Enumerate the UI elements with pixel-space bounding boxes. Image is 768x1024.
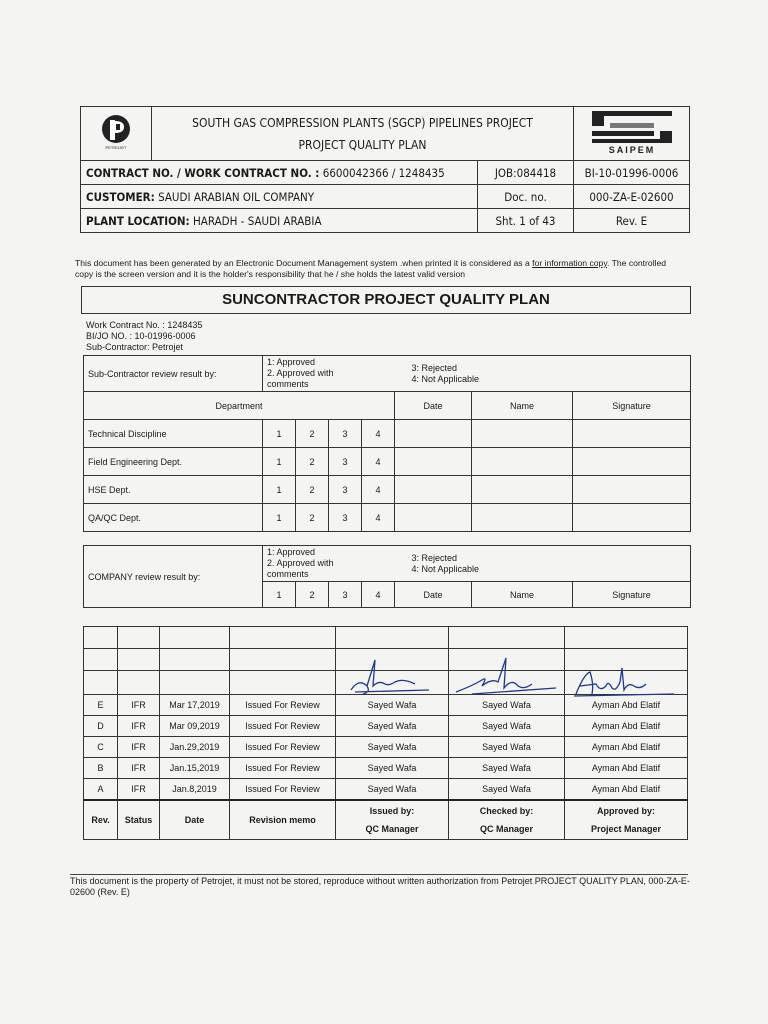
memo-cell: Issued For Review bbox=[230, 758, 336, 779]
department-name: Field Engineering Dept. bbox=[84, 448, 263, 476]
date-cell: Jan.8,2019 bbox=[160, 779, 230, 800]
rev-cell: C bbox=[84, 737, 118, 758]
checked-cell: Sayed Wafa bbox=[449, 716, 565, 737]
revision-row bbox=[84, 758, 688, 779]
date-cell: Jan.15,2019 bbox=[160, 758, 230, 779]
petrojet-logo-cell bbox=[81, 107, 152, 161]
signature-cell[interactable] bbox=[573, 448, 691, 476]
code-cell-2[interactable]: 2 bbox=[296, 420, 329, 448]
code-cell-3[interactable]: 3 bbox=[329, 476, 362, 504]
saipem-wordmark: SAIPEM bbox=[608, 145, 655, 155]
contract-value: 6600042366 / 1248435 bbox=[322, 165, 445, 180]
job-cell: JOB:084418 bbox=[478, 161, 574, 185]
date-cell[interactable] bbox=[395, 476, 472, 504]
code-cell-1[interactable]: 1 bbox=[263, 420, 296, 448]
date-cell: Mar 09,2019 bbox=[160, 716, 230, 737]
saipem-logo-icon bbox=[590, 109, 674, 155]
code-cell-3[interactable]: 3 bbox=[329, 448, 362, 476]
issued-by-label: Issued by: bbox=[369, 805, 415, 816]
company-codes-right bbox=[362, 546, 691, 582]
checked-cell: Sayed Wafa bbox=[449, 779, 565, 800]
rev-cell: D bbox=[84, 716, 118, 737]
footer-checked bbox=[449, 800, 565, 840]
code-cell-3[interactable]: 3 bbox=[329, 420, 362, 448]
code-cell-4[interactable]: 4 bbox=[362, 448, 395, 476]
date-header: Date bbox=[395, 392, 472, 420]
rev-cell: A bbox=[84, 779, 118, 800]
date-cell: Jan.29,2019 bbox=[160, 737, 230, 758]
rev-cell: Rev. E bbox=[574, 209, 690, 233]
checked-cell: Sayed Wafa bbox=[449, 758, 565, 779]
department-row bbox=[84, 420, 691, 448]
footer-rule bbox=[70, 874, 688, 875]
code-cell-1[interactable]: 1 bbox=[263, 448, 296, 476]
ems-notice bbox=[75, 258, 675, 280]
name-cell[interactable] bbox=[472, 504, 573, 532]
footer-issued bbox=[336, 800, 449, 840]
review-codes-right bbox=[362, 356, 691, 392]
checked-signature-icon bbox=[452, 656, 562, 700]
title-cell bbox=[152, 107, 574, 161]
name-header: Name bbox=[472, 392, 573, 420]
approved-cell: Ayman Abd Elatif bbox=[565, 716, 688, 737]
notice-underlined: for information copy bbox=[532, 258, 607, 268]
department-row bbox=[84, 448, 691, 476]
footer-text: This document is the property of Petrojet, it must not be stored, reproduce without written authorization from Petrojet PROJECT QUALITY PLAN, 000-ZA-E-02600 (Rev. E) bbox=[70, 876, 690, 897]
status-cell: IFR bbox=[118, 779, 160, 800]
signature-header: Signature bbox=[573, 392, 691, 420]
approved-by-role: Project Manager bbox=[590, 823, 662, 834]
issued-cell: Sayed Wafa bbox=[336, 779, 449, 800]
date-cell: Mar 17,2019 bbox=[160, 695, 230, 716]
department-header: Department bbox=[84, 392, 395, 420]
code-cell-2[interactable]: 2 bbox=[296, 476, 329, 504]
issued-cell: Sayed Wafa bbox=[336, 695, 449, 716]
issued-cell: Sayed Wafa bbox=[336, 716, 449, 737]
memo-cell: Issued For Review bbox=[230, 737, 336, 758]
memo-cell: Issued For Review bbox=[230, 695, 336, 716]
footer-rev: Rev. bbox=[84, 800, 118, 840]
plan-title: PROJECT QUALITY PLAN bbox=[298, 137, 427, 152]
footer-status: Status bbox=[118, 800, 160, 840]
code-cell-2[interactable]: 2 bbox=[296, 582, 329, 608]
project-title: SOUTH GAS COMPRESSION PLANTS (SGCP) PIPELINES PROJECT bbox=[192, 115, 533, 130]
footer-approved bbox=[565, 800, 688, 840]
company-codes-left bbox=[263, 546, 362, 582]
plant-cell bbox=[81, 209, 478, 233]
sheet-cell: Sht. 1 of 43 bbox=[478, 209, 574, 233]
code-approved: 1: Approved bbox=[267, 547, 316, 557]
logo-caption: PETROJET bbox=[105, 145, 127, 150]
code-cell-4[interactable]: 4 bbox=[362, 504, 395, 532]
customer-value: SAUDI ARABIAN OIL COMPANY bbox=[158, 189, 315, 204]
code-cell-3[interactable]: 3 bbox=[329, 504, 362, 532]
rev-cell: B bbox=[84, 758, 118, 779]
revision-footer-row bbox=[84, 800, 688, 840]
petrojet-logo-icon bbox=[99, 113, 133, 151]
company-date-cell[interactable]: Date bbox=[395, 582, 472, 608]
code-not-applicable: 4: Not Applicable bbox=[411, 563, 480, 574]
name-cell[interactable] bbox=[472, 448, 573, 476]
date-cell[interactable] bbox=[395, 504, 472, 532]
department-name: Technical Discipline bbox=[84, 420, 263, 448]
subcontractor-name: Sub-Contractor: Petrojet bbox=[86, 342, 184, 352]
issued-signature-icon bbox=[345, 656, 435, 700]
doc-no-label: Doc. no. bbox=[478, 185, 574, 209]
code-approved-comments: 2. Approved with comments bbox=[267, 558, 334, 579]
company-review-label: COMPANY review result by: bbox=[84, 546, 263, 608]
issued-cell: Sayed Wafa bbox=[336, 737, 449, 758]
issued-by-role: QC Manager bbox=[365, 823, 419, 834]
code-not-applicable: 4: Not Applicable bbox=[411, 373, 480, 384]
approved-signature-icon bbox=[570, 664, 680, 704]
approved-cell: Ayman Abd Elatif bbox=[565, 737, 688, 758]
date-cell[interactable] bbox=[395, 448, 472, 476]
company-signature-cell[interactable]: Signature bbox=[573, 582, 691, 608]
revision-row bbox=[84, 716, 688, 737]
notice-text-before: This document has been generated by an Electronic Document Management system .when printed it is considered as a bbox=[75, 258, 533, 268]
bi-number-cell: BI-10-01996-0006 bbox=[574, 161, 690, 185]
checked-cell: Sayed Wafa bbox=[449, 695, 565, 716]
revision-row bbox=[84, 779, 688, 800]
signature-cell[interactable] bbox=[573, 420, 691, 448]
blank-row bbox=[84, 627, 688, 649]
approved-cell: Ayman Abd Elatif bbox=[565, 695, 688, 716]
revision-row bbox=[84, 737, 688, 758]
code-rejected: 3: Rejected bbox=[411, 552, 458, 563]
department-row bbox=[84, 504, 691, 532]
bi-jo-no: BI/JO NO. : 10-01996-0006 bbox=[86, 331, 196, 341]
status-cell: IFR bbox=[118, 758, 160, 779]
code-approved-comments: 2. Approved with comments bbox=[267, 368, 334, 389]
signature-cell[interactable] bbox=[573, 476, 691, 504]
issued-cell: Sayed Wafa bbox=[336, 758, 449, 779]
code-rejected: 3: Rejected bbox=[411, 362, 458, 373]
status-cell: IFR bbox=[118, 695, 160, 716]
saipem-logo-cell bbox=[574, 107, 690, 161]
customer-label: CUSTOMER: bbox=[86, 189, 155, 204]
rev-cell: E bbox=[84, 695, 118, 716]
checked-cell: Sayed Wafa bbox=[449, 737, 565, 758]
code-cell-4[interactable]: 4 bbox=[362, 476, 395, 504]
code-cell-1[interactable]: 1 bbox=[263, 582, 296, 608]
memo-cell: Issued For Review bbox=[230, 716, 336, 737]
company-review-table bbox=[83, 545, 691, 608]
notice-text-after: . The controlled copy is the screen version and it is the holder's responsibility that he / she holds the latest valid version bbox=[75, 258, 667, 279]
code-cell-3[interactable]: 3 bbox=[329, 582, 362, 608]
approved-cell: Ayman Abd Elatif bbox=[565, 758, 688, 779]
code-cell-2[interactable]: 2 bbox=[296, 504, 329, 532]
doc-no-value: 000-ZA-E-02600 bbox=[574, 185, 690, 209]
status-cell: IFR bbox=[118, 737, 160, 758]
name-cell[interactable] bbox=[472, 420, 573, 448]
work-contract-no: Work Contract No. : 1248435 bbox=[86, 320, 203, 330]
contract-meta bbox=[86, 320, 202, 353]
subcontractor-review-table bbox=[83, 355, 691, 532]
contract-cell bbox=[81, 161, 478, 185]
code-cell-1[interactable]: 1 bbox=[263, 504, 296, 532]
customer-cell bbox=[81, 185, 478, 209]
approved-by-label: Approved by: bbox=[596, 805, 655, 816]
code-cell-2[interactable]: 2 bbox=[296, 448, 329, 476]
main-title: SUNCONTRACTOR PROJECT QUALITY PLAN bbox=[81, 286, 691, 314]
plant-value: HARADH - SAUDI ARABIA bbox=[192, 213, 322, 228]
status-cell: IFR bbox=[118, 716, 160, 737]
checked-by-label: Checked by: bbox=[479, 805, 534, 816]
code-cell-1[interactable]: 1 bbox=[263, 476, 296, 504]
contract-label: CONTRACT NO. / WORK CONTRACT NO. : bbox=[86, 165, 320, 180]
department-name: HSE Dept. bbox=[84, 476, 263, 504]
memo-cell: Issued For Review bbox=[230, 779, 336, 800]
code-cell-4[interactable]: 4 bbox=[362, 420, 395, 448]
document-header bbox=[80, 106, 690, 233]
department-row bbox=[84, 476, 691, 504]
department-name: QA/QC Dept. bbox=[84, 504, 263, 532]
plant-label: PLANT LOCATION: bbox=[86, 213, 190, 228]
review-codes-left bbox=[263, 356, 362, 392]
name-cell[interactable] bbox=[472, 476, 573, 504]
checked-by-role: QC Manager bbox=[479, 823, 533, 834]
code-cell-4[interactable]: 4 bbox=[362, 582, 395, 608]
approved-cell: Ayman Abd Elatif bbox=[565, 779, 688, 800]
date-cell[interactable] bbox=[395, 420, 472, 448]
footer-memo: Revision memo bbox=[230, 800, 336, 840]
company-name-cell[interactable]: Name bbox=[472, 582, 573, 608]
subcontractor-review-label: Sub-Contractor review result by: bbox=[84, 356, 263, 392]
code-approved: 1: Approved bbox=[267, 357, 316, 367]
signature-cell[interactable] bbox=[573, 504, 691, 532]
footer-date: Date bbox=[160, 800, 230, 840]
